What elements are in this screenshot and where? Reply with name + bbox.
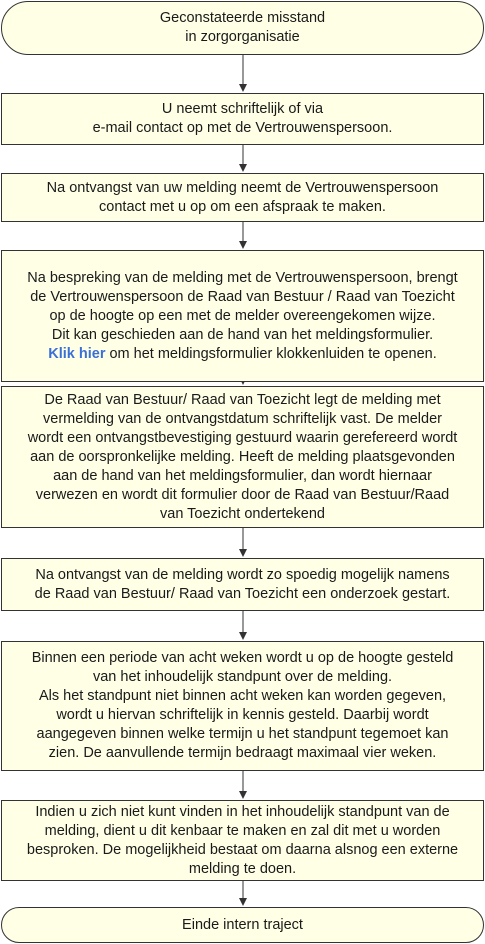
step7-box — [1, 800, 484, 881]
step4-line-6: verwezen en wordt dit formulier door de Raad van Bestuur/Raad — [35, 486, 450, 503]
step4-line-2: vermelding van de ontvangstdatum schriftelijk vast. De melder — [43, 410, 442, 427]
step2-line-2: contact met u op om een afspraak te maken. — [99, 198, 386, 215]
klik-hier-link[interactable]: Klik hier — [48, 345, 106, 362]
step6-line-4: wordt u hiervan schriftelijk in kennis gesteld. Daarbij wordt — [56, 707, 429, 723]
step5-line-2: de Raad van Bestuur/ Raad van Toezicht een onderzoek gestart. — [34, 585, 451, 602]
step7-line-3: besproken. De mogelijkheid bestaat om daarna alsnog een externe — [26, 841, 459, 858]
step4-line-3: wordt een ontvangstbevestiging gestuurd waarin gerefereerd wordt — [27, 429, 458, 446]
step5-line-1: Na ontvangst van de melding wordt zo spoedig mogelijk namens — [35, 566, 450, 583]
step7-line-4: melding te doen. — [188, 860, 297, 877]
step3-box — [1, 250, 484, 382]
step2-line-1: Na ontvangst van uw melding neemt de Vertrouwenspersoon — [46, 179, 439, 196]
step6-line-1: Binnen een periode van acht weken wordt u op de hoogte gesteld — [31, 650, 454, 666]
start-line-1: Geconstateerde misstand — [159, 10, 326, 26]
step4-line-4: aan de oorspronkelijke melding. Heeft de melding plaatsgevonden — [30, 448, 455, 465]
step5-box — [1, 558, 484, 611]
step3-line-3: op de hoogte op een met de melder overeengekomen wijze. — [49, 307, 436, 324]
step4-line-5: aan de hand van het meldingsformulier, dan wordt hiernaar — [53, 467, 432, 484]
step3-line-1: Na bespreking van de melding met de Vertrouwenspersoon, brengt — [27, 269, 458, 286]
step6-line-2: van het inhoudelijk standpunt over de melding. — [92, 669, 393, 685]
step4-line-1: De Raad van Bestuur/ Raad van Toezicht legt de melding met — [44, 391, 441, 408]
step1-line-1: U neemt schriftelijk of via — [161, 101, 324, 117]
step6-line-6: zien. De aanvullende termijn bedraagt maximaal vier weken. — [48, 745, 437, 761]
end-line-1: Einde intern traject — [182, 916, 303, 933]
step3-line-4: Dit kan geschieden aan de hand van het meldingsformulier. — [51, 326, 434, 343]
step4-box — [1, 386, 484, 528]
step3-link-rest: om het meldingsformulier klokkenluiden te openen. — [105, 345, 437, 362]
start-node — [1, 1, 484, 55]
step7-line-2: melding, dient u dit kenbaar te maken en zal dit met u worden — [44, 822, 441, 839]
step1-line-2: e-mail contact op met de Vertrouwenspersoon. — [92, 120, 393, 136]
step7-line-1: Indien u zich niet kunt vinden in het inhoudelijk standpunt van de — [35, 803, 450, 820]
step6-box — [1, 641, 484, 771]
step2-box — [1, 173, 484, 222]
step1-box — [1, 93, 484, 145]
step3-link-line — [48, 345, 437, 364]
end-node — [1, 907, 484, 943]
step6-line-5: aangegeven binnen welke termijn u het standpunt tegemoet kan — [36, 726, 449, 742]
start-line-2: in zorgorganisatie — [185, 29, 300, 45]
step3-line-2: de Vertrouwenspersoon de Raad van Bestuur / Raad van Toezicht — [30, 288, 455, 305]
step6-line-3: Als het standpunt niet binnen acht weken kan worden gegeven, — [38, 688, 447, 704]
step4-line-7: van Toezicht ondertekend — [160, 505, 325, 522]
